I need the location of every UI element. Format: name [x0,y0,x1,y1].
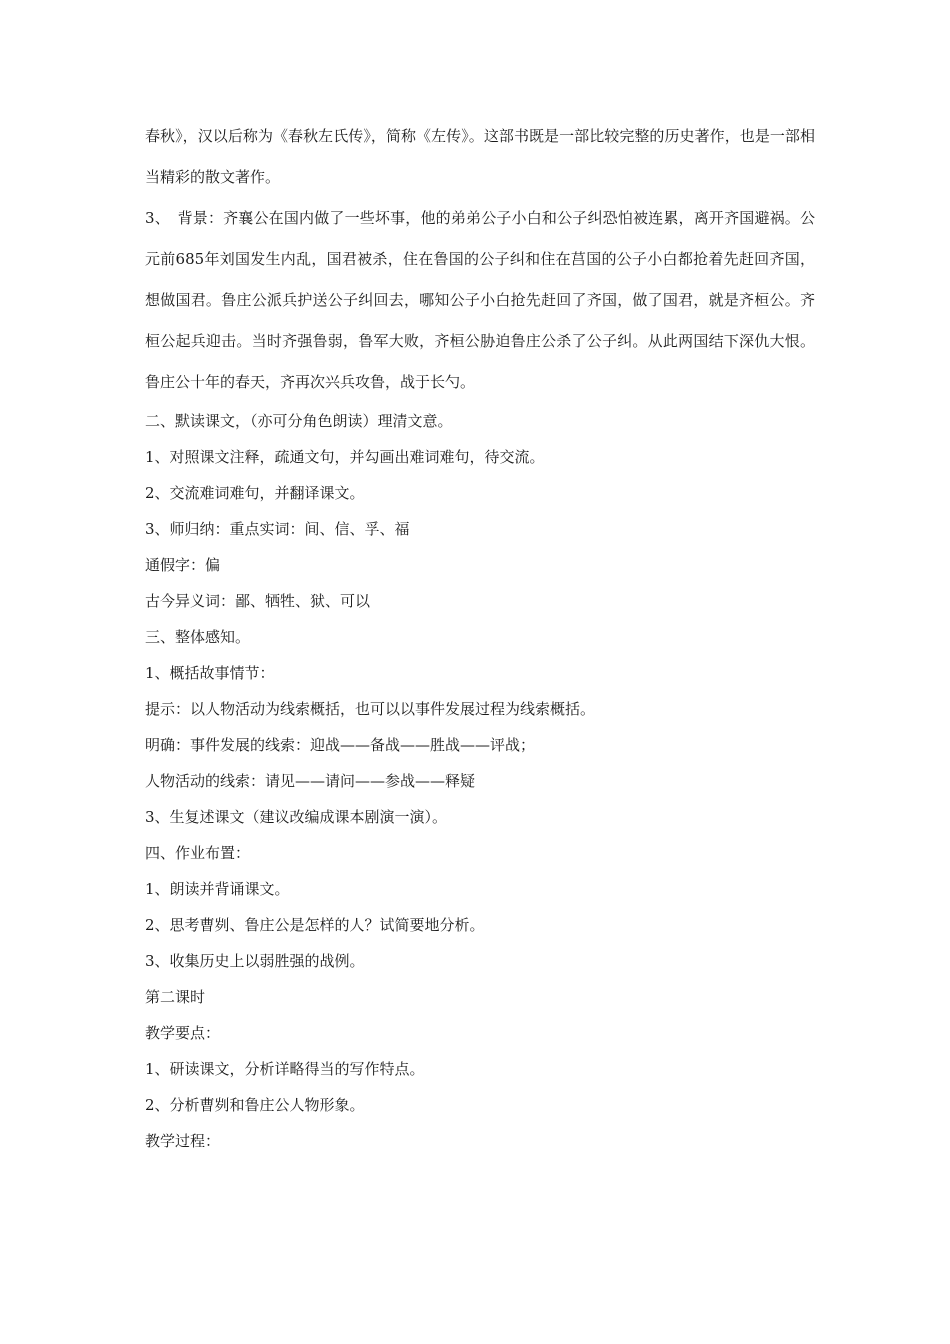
section-heading-overview: 三、整体感知。 [145,628,251,646]
text-lines [145,403,815,1159]
paragraph-zuozhuan-intro: 春秋》，汉以后称为《春秋左氏传》，简称《左传》。这部书既是一部比较完整的历史著作，也是一部相当精彩的散文著作。 [145,127,815,186]
text-line: 通假字：偏 [145,556,221,574]
document-body [145,116,815,1159]
text-line: 2、思考曹刿、鲁庄公是怎样的人？试简要地分析。 [145,916,485,934]
text-line: 提示：以人物活动为线索概括，也可以以事件发展过程为线索概括。 [145,700,596,718]
text-line: 古今异义词：鄙、牺牲、狱、可以 [145,592,371,610]
lesson-heading: 第二课时 [145,988,206,1006]
text-line: 1、对照课文注释，疏通文句，并勾画出难词难句，待交流。 [145,448,545,466]
text-line: 1、研读课文，分析详略得当的写作特点。 [145,1060,425,1078]
text-line: 明确：事件发展的线索：迎战——备战——胜战——评战； [145,736,536,754]
text-line: 2、交流难词难句，并翻译课文。 [145,484,365,502]
text-line: 教学要点： [145,1024,221,1042]
section-heading-read: 二、默读课文，（亦可分角色朗读）理清文意。 [145,412,453,430]
text-line: 3、生复述课文（建议改编成课本剧演一演）。 [145,808,448,826]
section-heading-homework: 四、作业布置： [145,844,251,862]
text-line: 1、朗读并背诵课文。 [145,880,290,898]
text-line: 2、分析曹刿和鲁庄公人物形象。 [145,1096,365,1114]
text-line: 教学过程： [145,1132,221,1150]
text-line: 3、师归纳：重点实词：间、信、孚、福 [145,520,410,538]
text-line: 人物活动的线索：请见——请问——参战——释疑 [145,772,476,790]
text-line: 3、收集历史上以弱胜强的战例。 [145,952,365,970]
text-line: 1、概括故事情节： [145,664,275,682]
paragraph-background: 3、 背景：齐襄公在国内做了一些坏事，他的弟弟公子小白和公子纠恐怕被连累，离开齐国避祸。公元前685年刘国发生内乱，国君被杀，住在鲁国的公子纠和住在莒国的公子小白都抢着先赶回齐国，想做国君。鲁庄公派兵护送公子纠回去，哪知公子小白抢先赶回了齐国，做了国君，就是齐桓公。齐桓公起兵迎击。当时齐强鲁弱，鲁军大败，齐桓公胁迫鲁庄公杀了公子纠。从此两国结下深仇大恨。鲁庄公十年的春天，齐再次兴兵攻鲁，战于长勺。 [145,209,815,391]
